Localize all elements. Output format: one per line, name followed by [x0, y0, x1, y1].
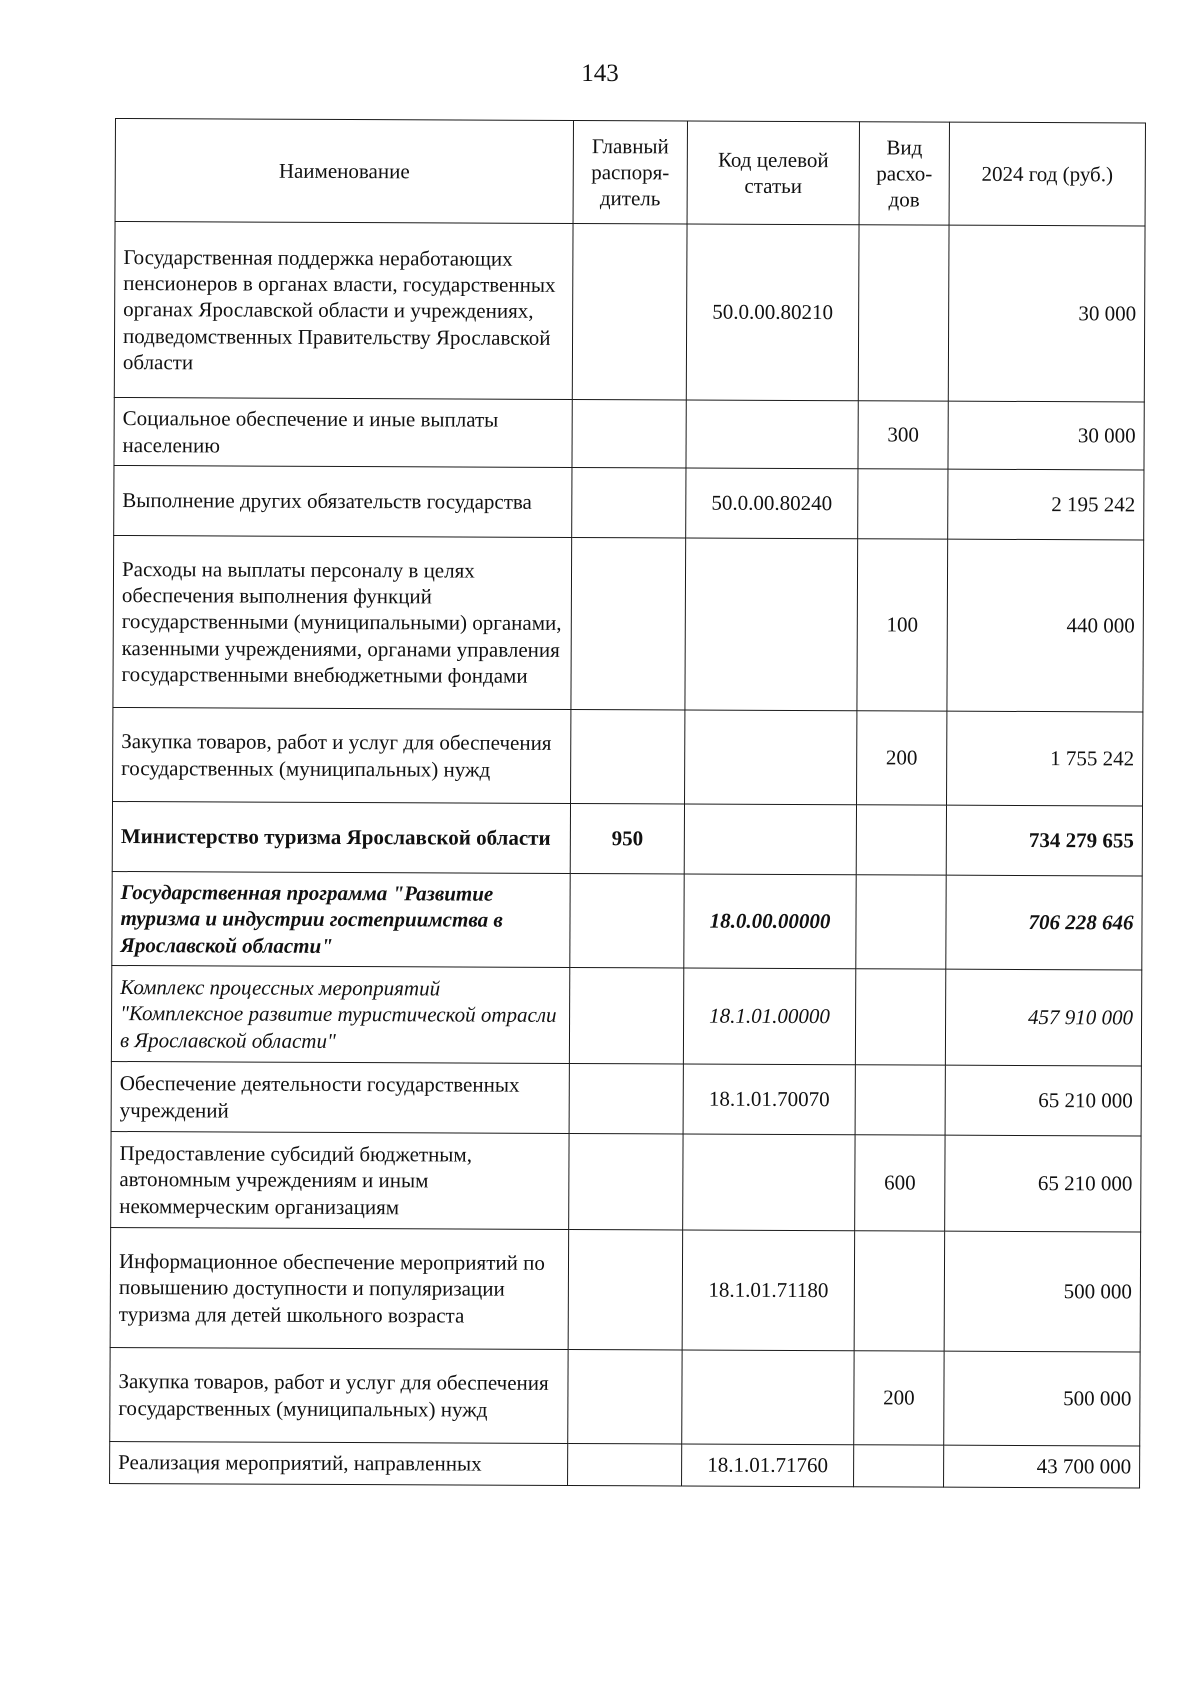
row-code	[685, 710, 857, 805]
row-sum: 65 210 000	[945, 1065, 1141, 1136]
row-name: Обеспечение деятельности государственных учреждений	[111, 1061, 569, 1133]
row-name: Комплекс процессных мероприятий "Комплексное развитие туристической отрасли в Ярославской области"	[111, 965, 569, 1063]
row-vid	[854, 1445, 944, 1487]
table-row	[114, 397, 1144, 469]
table-row	[112, 801, 1142, 875]
table-row	[110, 1347, 1140, 1445]
row-sum: 65 210 000	[945, 1135, 1141, 1232]
row-name: Государственная программа "Развитие туризма и индустрии гостеприимства в Ярославской области"	[112, 871, 570, 967]
row-vid: 200	[857, 711, 947, 805]
table-row	[113, 535, 1144, 711]
row-vid	[856, 875, 946, 969]
row-grbs	[569, 967, 683, 1063]
row-grbs	[570, 873, 684, 967]
header-name: Наименование	[115, 119, 573, 224]
row-grbs	[568, 1349, 682, 1443]
table-row	[111, 1061, 1141, 1135]
row-sum: 500 000	[944, 1351, 1140, 1446]
row-grbs	[571, 709, 685, 803]
row-vid	[856, 805, 946, 875]
row-vid: 100	[857, 539, 948, 711]
row-name: Информационное обеспечение мероприятий по повышению доступности и популяризации туризма для детей школьного возраста	[110, 1227, 569, 1349]
row-sum: 734 279 655	[946, 805, 1142, 876]
table-header-row	[115, 119, 1145, 226]
row-sum: 457 910 000	[945, 969, 1141, 1066]
budget-table	[109, 118, 1146, 1488]
row-code: 18.1.01.70070	[683, 1064, 855, 1135]
table-row	[114, 465, 1144, 539]
row-sum: 440 000	[947, 539, 1144, 712]
row-code	[684, 804, 856, 875]
row-name: Закупка товаров, работ и услуг для обеспечения государственных (муниципальных) нужд	[110, 1347, 568, 1443]
row-grbs	[569, 1133, 683, 1229]
row-code: 18.1.01.00000	[683, 968, 855, 1065]
row-grbs	[572, 399, 686, 467]
row-code	[682, 1350, 854, 1445]
row-code	[685, 538, 858, 711]
row-vid: 300	[858, 401, 948, 469]
row-grbs	[568, 1229, 683, 1349]
row-grbs: 950	[570, 803, 684, 873]
table-row	[110, 1227, 1141, 1351]
row-sum: 43 700 000	[944, 1445, 1140, 1488]
row-grbs	[569, 1063, 683, 1133]
row-code: 18.0.00.00000	[684, 874, 856, 969]
header-grbs: Главный распоря-дитель	[573, 121, 687, 224]
row-sum: 30 000	[948, 225, 1145, 402]
row-sum: 500 000	[944, 1231, 1141, 1352]
row-code: 50.0.00.80210	[686, 224, 859, 401]
row-name: Расходы на выплаты персоналу в целях обеспечения выполнения функций государственными (муниципальными) органами, казенными учреждениями, органами управления государственными внебюджетными фондами	[113, 535, 572, 709]
page-number: 143	[581, 60, 619, 87]
row-name: Государственная поддержка неработающих пенсионеров в органах власти, государственных органах Ярославской области и учреждениях, подведомственных Правительству Ярославской области	[114, 222, 573, 400]
row-name: Выполнение других обязательств государства	[114, 465, 572, 537]
row-vid	[855, 969, 945, 1065]
row-name: Министерство туризма Ярославской области	[112, 801, 570, 873]
row-code: 50.0.00.80240	[686, 468, 858, 539]
row-vid	[855, 1065, 945, 1135]
row-vid: 600	[855, 1135, 945, 1231]
row-vid	[858, 469, 948, 539]
table-row	[112, 871, 1142, 969]
row-vid: 200	[854, 1351, 944, 1445]
row-name: Реализация мероприятий, направленных	[110, 1441, 568, 1485]
row-grbs	[568, 1443, 682, 1485]
header-sum: 2024 год (руб.)	[949, 122, 1145, 226]
row-name: Закупка товаров, работ и услуг для обеспечения государственных (муниципальных) нужд	[113, 707, 571, 803]
header-vid: Вид расхо-дов	[859, 122, 949, 225]
row-sum: 1 755 242	[947, 711, 1143, 806]
row-sum: 706 228 646	[946, 875, 1142, 970]
row-code: 18.1.01.71760	[682, 1444, 854, 1487]
row-vid	[854, 1231, 945, 1351]
row-code: 18.1.01.71180	[682, 1230, 855, 1351]
row-code	[683, 1134, 855, 1231]
table-row	[110, 1441, 1140, 1487]
row-code	[686, 400, 858, 469]
table-row	[111, 965, 1141, 1065]
row-grbs	[571, 537, 686, 709]
row-grbs	[572, 223, 687, 399]
row-sum: 2 195 242	[948, 469, 1144, 540]
row-grbs	[572, 467, 686, 537]
row-name: Социальное обеспечение и иные выплаты населению	[114, 397, 572, 467]
row-sum: 30 000	[948, 401, 1144, 470]
table-row	[113, 707, 1143, 805]
row-vid	[858, 225, 949, 401]
table-row	[111, 1131, 1141, 1231]
table-row	[114, 222, 1145, 402]
header-code: Код целевой статьи	[687, 121, 859, 225]
row-name: Предоставление субсидий бюджетным, автономным учреждениям и иным некоммерческим организациям	[111, 1131, 569, 1229]
